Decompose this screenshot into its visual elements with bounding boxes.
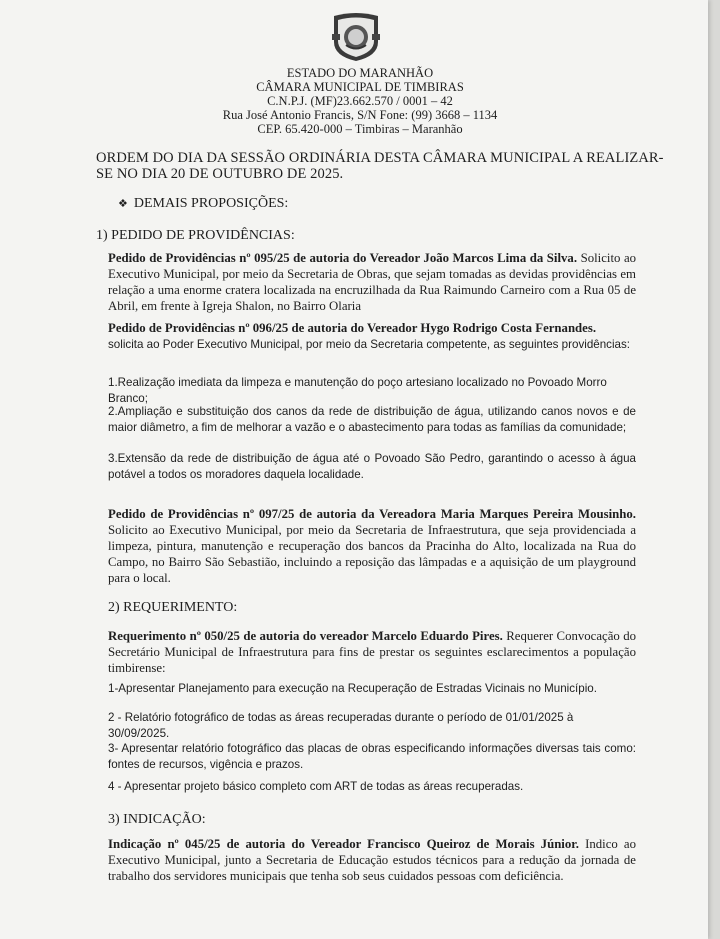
header-chamber: CÂMARA MUNICIPAL DE TIMBIRAS — [256, 80, 464, 94]
pedido-097-text: Solicito ao Executivo Municipal, por meio da Secretaria de Infraestrutura, que seja providenciada a limpeza, pintura, manutenção e recuperação dos bancos da Pracinha do Alto, localizada na Rua do Campo, no Bairro São Sebastião, incluindo a reposição das lâmpadas e a aquisição de um playground para o local. — [108, 523, 636, 585]
pedido-096-paragraph — [108, 320, 636, 353]
pedido-095-paragraph — [108, 250, 636, 314]
indicacao-045-text: Indico ao Executivo Municipal, junto a Secretaria de Educação estudos técnicos para a redução da jornada de trabalho dos servidores municipais que tenha sob seus cuidados pessoas com deficiência. — [108, 837, 636, 883]
pedido-096-item-2: 2.Ampliação e substituição dos canos da rede de distribuição de água, utilizando canos novos e de maior diâmetro, a fim de melhorar a vazão e o abastecimento para todas as famílias da comunidade; — [108, 405, 636, 434]
header-state: ESTADO DO MARANHÃO — [286, 66, 434, 80]
demais-label: DEMAIS PROPOSIÇÕES: — [133, 196, 289, 211]
pedido-097-paragraph — [108, 506, 636, 586]
demais-proposicoes — [118, 196, 288, 212]
requerimento-050-text: Requerer Convocação do Secretário Municipal de Infraestrutura para fins de prestar os seguintes esclarecimentos a população timbirense: — [108, 629, 637, 675]
diamond-bullet-icon: ❖ — [118, 198, 128, 210]
section-indicacao-heading: 3) INDICAÇÃO: — [108, 812, 206, 827]
section-requerimento-heading: 2) REQUERIMENTO: — [108, 600, 238, 615]
requerimento-050-title: Requerimento nº 050/25 de autoria do vereador Marcelo Eduardo Pires. — [108, 629, 503, 643]
pedido-096-item-3: 3.Extensão da rede de distribuição de água até o Povoado São Pedro, garantindo o acesso à água potável a todos os moradores daquela localidade. — [108, 452, 636, 481]
pedido-097-title: Pedido de Providências nº 097/25 de autoria da Vereadora Maria Marques Pereira Mousinho. — [108, 507, 636, 521]
pedido-096-text: solicita ao Poder Executivo Municipal, por meio da Secretaria competente, as seguintes providências: — [108, 338, 630, 351]
page-title-line1: ORDEM DO DIA DA SESSÃO ORDINÁRIA DESTA CÂMARA MUNICIPAL A REALIZAR- — [96, 150, 664, 166]
pedido-096-item-1: 1.Realização imediata da limpeza e manutenção do poço artesiano localizado no Povoado Morro Branco; — [108, 376, 607, 405]
header-address: Rua José Antonio Francis, S/N Fone: (99) 3668 – 1134 — [222, 108, 498, 122]
header-cnpj: C.N.P.J. (MF)23.662.570 / 0001 – 42 — [267, 94, 453, 108]
pedido-095-title: Pedido de Providências nº 095/25 de autoria do Vereador João Marcos Lima da Silva. — [108, 251, 578, 265]
requerimento-050-paragraph — [108, 628, 636, 676]
pedido-096-title: Pedido de Providências nº 096/25 de autoria do Vereador Hygo Rodrigo Costa Fernandes. — [108, 321, 597, 335]
page-title-line2: SE NO DIA 20 DE OUTUBRO DE 2025. — [96, 166, 344, 182]
indicacao-045-title: Indicação nº 045/25 de autoria do Vereador Francisco Queiroz de Morais Júnior. — [108, 837, 579, 851]
requerimento-item-3: 3- Apresentar relatório fotográfico das placas de obras especificando informações diversas tais como: fontes de recursos, vigência e prazos. — [108, 742, 636, 771]
requerimento-item-1: 1-Apresentar Planejamento para execução na Recuperação de Estradas Vicinais no Município. — [108, 682, 597, 695]
indicacao-045-paragraph — [108, 836, 636, 884]
header-cep: CEP. 65.420-000 – Timbiras – Maranhão — [257, 122, 463, 136]
requerimento-item-2: 2 - Relatório fotográfico de todas as áreas recuperadas durante o período de 01/01/2025 à 30/09/2025. — [108, 711, 574, 740]
section-pedido-heading: 1) PEDIDO DE PROVIDÊNCIAS: — [96, 228, 295, 243]
pedido-095-text: Solicito ao Executivo Municipal, por meio da Secretaria de Obras, que sejam tomadas as devidas providências em relação a uma enorme cratera localizada na encruzilhada da Rua Raimundo Carneiro com a Rua 05 de Abril, em frente à Igreja Shalon, no Bairro Olaria — [108, 251, 637, 313]
requerimento-item-4: 4 - Apresentar projeto básico completo com ART de todas as áreas recuperadas. — [108, 780, 524, 793]
municipal-seal-icon — [328, 12, 384, 62]
